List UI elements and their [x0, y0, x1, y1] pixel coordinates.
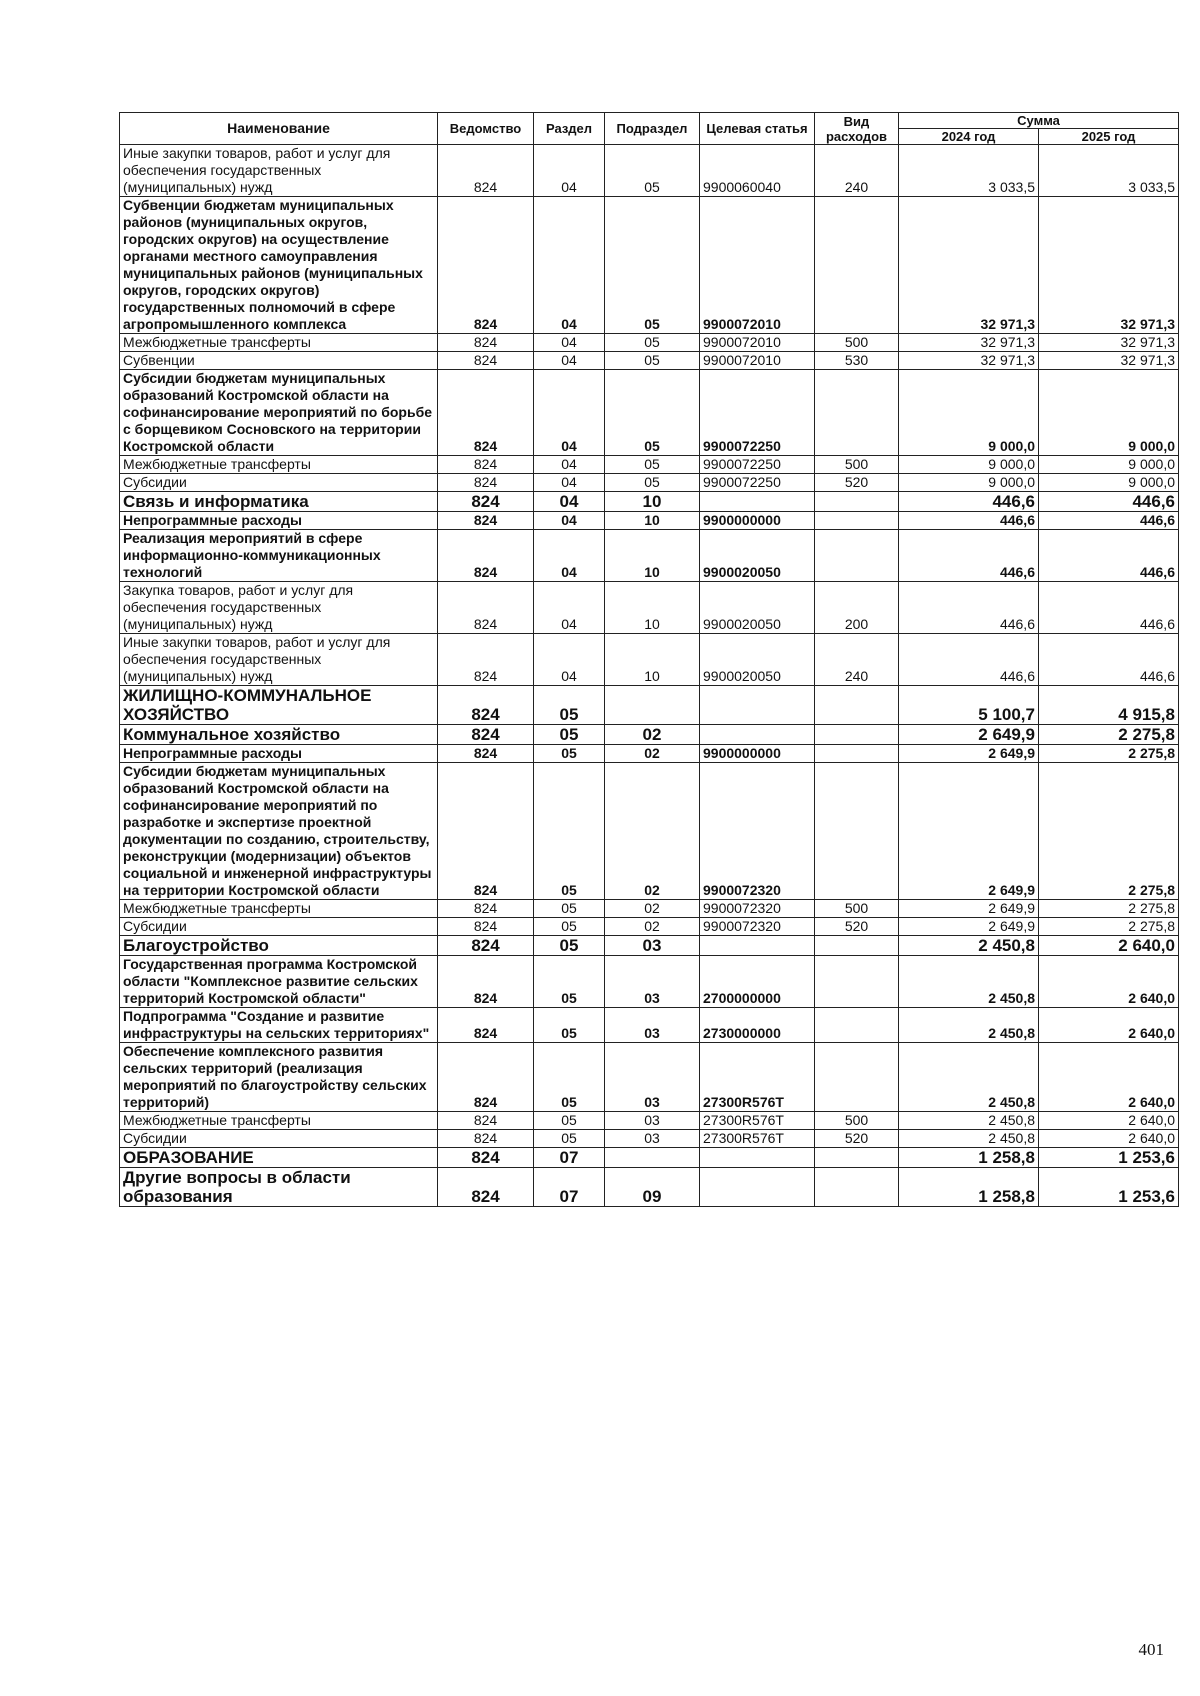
cell-amount-2025: 2 275,8: [1039, 918, 1179, 936]
cell-section: 05: [534, 686, 605, 725]
cell-expense-type: 500: [815, 334, 899, 352]
table-row: [120, 145, 1179, 197]
cell-amount-2025: 446,6: [1039, 530, 1179, 582]
cell-subsection: 03: [605, 936, 700, 956]
budget-sheet: [119, 112, 1178, 1207]
cell-target-article: 9900060040: [700, 145, 815, 197]
cell-name: Субсидии: [120, 1130, 438, 1148]
cell-section: 04: [534, 197, 605, 334]
cell-target-article: [700, 492, 815, 512]
cell-department: 824: [438, 492, 534, 512]
cell-amount-2025: 446,6: [1039, 492, 1179, 512]
table-body: [120, 145, 1179, 1207]
table-row: [120, 745, 1179, 763]
table-row: [120, 370, 1179, 456]
cell-department: 824: [438, 1168, 534, 1207]
cell-name: Межбюджетные трансферты: [120, 900, 438, 918]
cell-expense-type: [815, 370, 899, 456]
cell-name: Межбюджетные трансферты: [120, 1112, 438, 1130]
cell-department: 824: [438, 1008, 534, 1043]
cell-amount-2025: 2 275,8: [1039, 763, 1179, 900]
cell-amount-2024: 2 450,8: [899, 956, 1039, 1008]
table-row: [120, 456, 1179, 474]
cell-amount-2024: 2 649,9: [899, 725, 1039, 745]
cell-name: Обеспечение комплексного развития сельских территорий (реализация мероприятий по благоустройству сельских территорий): [120, 1043, 438, 1112]
cell-name: ОБРАЗОВАНИЕ: [120, 1148, 438, 1168]
cell-expense-type: [815, 492, 899, 512]
cell-subsection: 10: [605, 582, 700, 634]
cell-section: 05: [534, 918, 605, 936]
cell-target-article: [700, 1168, 815, 1207]
cell-department: 824: [438, 725, 534, 745]
cell-subsection: 05: [605, 474, 700, 492]
cell-amount-2025: 2 640,0: [1039, 936, 1179, 956]
cell-name: Непрограммные расходы: [120, 745, 438, 763]
cell-expense-type: [815, 956, 899, 1008]
cell-department: 824: [438, 582, 534, 634]
cell-target-article: 2730000000: [700, 1008, 815, 1043]
cell-department: 824: [438, 370, 534, 456]
cell-section: 04: [534, 634, 605, 686]
table-row: [120, 530, 1179, 582]
cell-subsection: 09: [605, 1168, 700, 1207]
cell-department: 824: [438, 352, 534, 370]
cell-name: Непрограммные расходы: [120, 512, 438, 530]
header-year-2024: 2024 год: [899, 129, 1039, 145]
cell-amount-2024: 9 000,0: [899, 456, 1039, 474]
cell-amount-2024: 32 971,3: [899, 352, 1039, 370]
table-row: [120, 918, 1179, 936]
cell-amount-2025: 32 971,3: [1039, 352, 1179, 370]
cell-subsection: 03: [605, 1043, 700, 1112]
cell-expense-type: 500: [815, 900, 899, 918]
cell-department: 824: [438, 474, 534, 492]
cell-subsection: [605, 1148, 700, 1168]
cell-expense-type: [815, 1043, 899, 1112]
cell-subsection: 10: [605, 530, 700, 582]
cell-subsection: 02: [605, 725, 700, 745]
header-subsection: Подраздел: [605, 113, 700, 145]
cell-amount-2025: 1 253,6: [1039, 1168, 1179, 1207]
table-row: [120, 686, 1179, 725]
cell-subsection: 03: [605, 1112, 700, 1130]
cell-target-article: 9900072010: [700, 352, 815, 370]
cell-section: 05: [534, 1008, 605, 1043]
cell-amount-2024: 446,6: [899, 530, 1039, 582]
table-row: [120, 956, 1179, 1008]
cell-department: 824: [438, 1148, 534, 1168]
cell-amount-2025: 2 640,0: [1039, 1130, 1179, 1148]
cell-target-article: 9900000000: [700, 745, 815, 763]
cell-target-article: 9900072320: [700, 900, 815, 918]
budget-table: [119, 112, 1179, 1207]
cell-name: Другие вопросы в области образования: [120, 1168, 438, 1207]
cell-subsection: 10: [605, 492, 700, 512]
cell-subsection: 02: [605, 918, 700, 936]
cell-department: 824: [438, 918, 534, 936]
table-row: [120, 936, 1179, 956]
cell-subsection: 10: [605, 634, 700, 686]
cell-expense-type: 500: [815, 1112, 899, 1130]
cell-expense-type: [815, 1008, 899, 1043]
cell-amount-2025: 4 915,8: [1039, 686, 1179, 725]
cell-expense-type: 520: [815, 918, 899, 936]
cell-amount-2024: 2 450,8: [899, 1008, 1039, 1043]
cell-amount-2024: 2 649,9: [899, 900, 1039, 918]
cell-section: 04: [534, 492, 605, 512]
page-number: 401: [1138, 1640, 1164, 1659]
table-row: [120, 197, 1179, 334]
cell-expense-type: [815, 936, 899, 956]
table-row: [120, 900, 1179, 918]
table-row: [120, 1043, 1179, 1112]
cell-amount-2025: 32 971,3: [1039, 197, 1179, 334]
cell-subsection: 05: [605, 145, 700, 197]
cell-department: 824: [438, 686, 534, 725]
cell-target-article: 9900072320: [700, 918, 815, 936]
table-row: [120, 512, 1179, 530]
cell-department: 824: [438, 763, 534, 900]
cell-target-article: 2700000000: [700, 956, 815, 1008]
cell-name: Субсидии: [120, 918, 438, 936]
cell-subsection: 03: [605, 956, 700, 1008]
cell-amount-2024: 2 450,8: [899, 1130, 1039, 1148]
cell-department: 824: [438, 1130, 534, 1148]
cell-section: 07: [534, 1148, 605, 1168]
cell-name: Субсидии бюджетам муниципальных образований Костромской области на софинансирование мероприятий по разработке и экспертизе проектной документации по созданию, строительству, реконструкции (модернизации) объектов социальной и инженерной инфраструктуры на территории Костромской области: [120, 763, 438, 900]
cell-target-article: 9900000000: [700, 512, 815, 530]
cell-amount-2025: 9 000,0: [1039, 456, 1179, 474]
cell-section: 04: [534, 334, 605, 352]
cell-target-article: 27300R576T: [700, 1043, 815, 1112]
cell-subsection: 05: [605, 197, 700, 334]
cell-amount-2024: 1 258,8: [899, 1148, 1039, 1168]
cell-name: Субвенции: [120, 352, 438, 370]
cell-department: 824: [438, 745, 534, 763]
cell-section: 04: [534, 512, 605, 530]
header-department: Ведомство: [438, 113, 534, 145]
cell-name: Связь и информатика: [120, 492, 438, 512]
cell-amount-2024: 32 971,3: [899, 197, 1039, 334]
header-name: Наименование: [120, 113, 438, 145]
cell-amount-2025: 446,6: [1039, 512, 1179, 530]
table-row: [120, 334, 1179, 352]
cell-target-article: 9900072010: [700, 197, 815, 334]
table-row: [120, 1168, 1179, 1207]
cell-amount-2024: 2 649,9: [899, 745, 1039, 763]
cell-expense-type: [815, 197, 899, 334]
cell-amount-2024: 5 100,7: [899, 686, 1039, 725]
cell-target-article: 27300R576T: [700, 1112, 815, 1130]
cell-amount-2025: 2 275,8: [1039, 745, 1179, 763]
table-row: [120, 1112, 1179, 1130]
cell-target-article: 9900072250: [700, 474, 815, 492]
cell-department: 824: [438, 956, 534, 1008]
cell-amount-2025: 3 033,5: [1039, 145, 1179, 197]
cell-name: Государственная программа Костромской области "Комплексное развитие сельских территорий Костромской области": [120, 956, 438, 1008]
cell-department: 824: [438, 1112, 534, 1130]
cell-expense-type: 530: [815, 352, 899, 370]
cell-amount-2025: 446,6: [1039, 582, 1179, 634]
cell-subsection: 05: [605, 370, 700, 456]
header-expense-type: Вид расходов: [815, 113, 899, 145]
cell-section: 05: [534, 1112, 605, 1130]
cell-amount-2025: 32 971,3: [1039, 334, 1179, 352]
cell-name: Закупка товаров, работ и услуг для обеспечения государственных (муниципальных) нужд: [120, 582, 438, 634]
cell-section: 05: [534, 763, 605, 900]
cell-name: Коммунальное хозяйство: [120, 725, 438, 745]
cell-expense-type: [815, 530, 899, 582]
cell-target-article: 9900072320: [700, 763, 815, 900]
cell-name: Межбюджетные трансферты: [120, 334, 438, 352]
cell-target-article: 27300R576T: [700, 1130, 815, 1148]
cell-amount-2024: 2 649,9: [899, 763, 1039, 900]
cell-section: 04: [534, 530, 605, 582]
cell-name: Межбюджетные трансферты: [120, 456, 438, 474]
cell-section: 05: [534, 936, 605, 956]
cell-subsection: 02: [605, 900, 700, 918]
table-row: [120, 1148, 1179, 1168]
cell-target-article: 9900020050: [700, 582, 815, 634]
cell-amount-2025: 2 640,0: [1039, 1008, 1179, 1043]
cell-department: 824: [438, 936, 534, 956]
cell-subsection: 10: [605, 512, 700, 530]
cell-target-article: 9900072250: [700, 456, 815, 474]
cell-amount-2025: 1 253,6: [1039, 1148, 1179, 1168]
cell-expense-type: [815, 763, 899, 900]
cell-subsection: 05: [605, 334, 700, 352]
table-row: [120, 492, 1179, 512]
table-row: [120, 474, 1179, 492]
cell-expense-type: [815, 686, 899, 725]
cell-expense-type: [815, 1148, 899, 1168]
cell-name: Иные закупки товаров, работ и услуг для обеспечения государственных (муниципальных) нужд: [120, 634, 438, 686]
cell-amount-2025: 446,6: [1039, 634, 1179, 686]
cell-amount-2024: 9 000,0: [899, 474, 1039, 492]
header-section: Раздел: [534, 113, 605, 145]
cell-expense-type: [815, 725, 899, 745]
cell-amount-2024: 2 450,8: [899, 1043, 1039, 1112]
cell-section: 05: [534, 745, 605, 763]
cell-expense-type: [815, 512, 899, 530]
table-row: [120, 1130, 1179, 1148]
cell-subsection: 02: [605, 745, 700, 763]
cell-amount-2024: 446,6: [899, 582, 1039, 634]
cell-amount-2024: 3 033,5: [899, 145, 1039, 197]
cell-name: Субсидии: [120, 474, 438, 492]
cell-section: 04: [534, 456, 605, 474]
cell-amount-2024: 2 649,9: [899, 918, 1039, 936]
cell-expense-type: [815, 745, 899, 763]
cell-name: Субвенции бюджетам муниципальных районов (муниципальных округов, городских округов) на осуществление органами местного самоуправления муниципальных районов (муниципальных округов, городских округов) государственных полномочий в сфере агропромышленного комплекса: [120, 197, 438, 334]
table-row: [120, 634, 1179, 686]
cell-amount-2025: 2 275,8: [1039, 725, 1179, 745]
cell-expense-type: [815, 1168, 899, 1207]
cell-department: 824: [438, 334, 534, 352]
cell-subsection: 03: [605, 1130, 700, 1148]
table-row: [120, 1008, 1179, 1043]
cell-amount-2024: 1 258,8: [899, 1168, 1039, 1207]
cell-section: 05: [534, 725, 605, 745]
cell-section: 04: [534, 370, 605, 456]
cell-subsection: 05: [605, 352, 700, 370]
cell-name: ЖИЛИЩНО-КОММУНАЛЬНОЕ ХОЗЯЙСТВО: [120, 686, 438, 725]
cell-amount-2024: 32 971,3: [899, 334, 1039, 352]
cell-amount-2024: 446,6: [899, 512, 1039, 530]
cell-section: 05: [534, 1043, 605, 1112]
cell-name: Благоустройство: [120, 936, 438, 956]
cell-department: 824: [438, 512, 534, 530]
cell-target-article: 9900072250: [700, 370, 815, 456]
cell-amount-2025: 2 640,0: [1039, 956, 1179, 1008]
cell-amount-2025: 9 000,0: [1039, 370, 1179, 456]
table-row: [120, 725, 1179, 745]
cell-amount-2024: 9 000,0: [899, 370, 1039, 456]
cell-section: 07: [534, 1168, 605, 1207]
cell-target-article: 9900020050: [700, 530, 815, 582]
cell-amount-2025: 2 640,0: [1039, 1043, 1179, 1112]
cell-amount-2024: 2 450,8: [899, 1112, 1039, 1130]
cell-expense-type: 200: [815, 582, 899, 634]
table-row: [120, 763, 1179, 900]
cell-department: 824: [438, 197, 534, 334]
cell-target-article: 9900020050: [700, 634, 815, 686]
cell-section: 04: [534, 582, 605, 634]
cell-name: Реализация мероприятий в сфере информационно-коммуникационных технологий: [120, 530, 438, 582]
table-row: [120, 582, 1179, 634]
cell-amount-2024: 446,6: [899, 634, 1039, 686]
cell-expense-type: 520: [815, 474, 899, 492]
cell-target-article: [700, 936, 815, 956]
cell-amount-2025: 2 275,8: [1039, 900, 1179, 918]
cell-section: 05: [534, 900, 605, 918]
cell-expense-type: 240: [815, 145, 899, 197]
table-row: [120, 352, 1179, 370]
cell-section: 04: [534, 145, 605, 197]
cell-section: 05: [534, 956, 605, 1008]
cell-name: Субсидии бюджетам муниципальных образований Костромской области на софинансирование мероприятий по борьбе с борщевиком Сосновского на территории Костромской области: [120, 370, 438, 456]
table-header: [120, 113, 1179, 145]
cell-subsection: 05: [605, 456, 700, 474]
cell-amount-2024: 446,6: [899, 492, 1039, 512]
cell-subsection: 02: [605, 763, 700, 900]
cell-target-article: [700, 725, 815, 745]
cell-subsection: [605, 686, 700, 725]
header-amount: Сумма: [899, 113, 1179, 129]
cell-amount-2024: 2 450,8: [899, 936, 1039, 956]
cell-department: 824: [438, 530, 534, 582]
header-target-article: Целевая статья: [700, 113, 815, 145]
cell-section: 04: [534, 474, 605, 492]
header-year-2025: 2025 год: [1039, 129, 1179, 145]
cell-subsection: 03: [605, 1008, 700, 1043]
cell-expense-type: 240: [815, 634, 899, 686]
cell-department: 824: [438, 900, 534, 918]
cell-section: 05: [534, 1130, 605, 1148]
cell-target-article: [700, 686, 815, 725]
cell-target-article: 9900072010: [700, 334, 815, 352]
cell-expense-type: 500: [815, 456, 899, 474]
cell-section: 04: [534, 352, 605, 370]
cell-name: Иные закупки товаров, работ и услуг для обеспечения государственных (муниципальных) нужд: [120, 145, 438, 197]
cell-amount-2025: 2 640,0: [1039, 1112, 1179, 1130]
cell-amount-2025: 9 000,0: [1039, 474, 1179, 492]
cell-name: Подпрограмма "Создание и развитие инфраструктуры на сельских территориях": [120, 1008, 438, 1043]
cell-department: 824: [438, 634, 534, 686]
cell-department: 824: [438, 456, 534, 474]
cell-expense-type: 520: [815, 1130, 899, 1148]
cell-department: 824: [438, 145, 534, 197]
cell-department: 824: [438, 1043, 534, 1112]
cell-target-article: [700, 1148, 815, 1168]
